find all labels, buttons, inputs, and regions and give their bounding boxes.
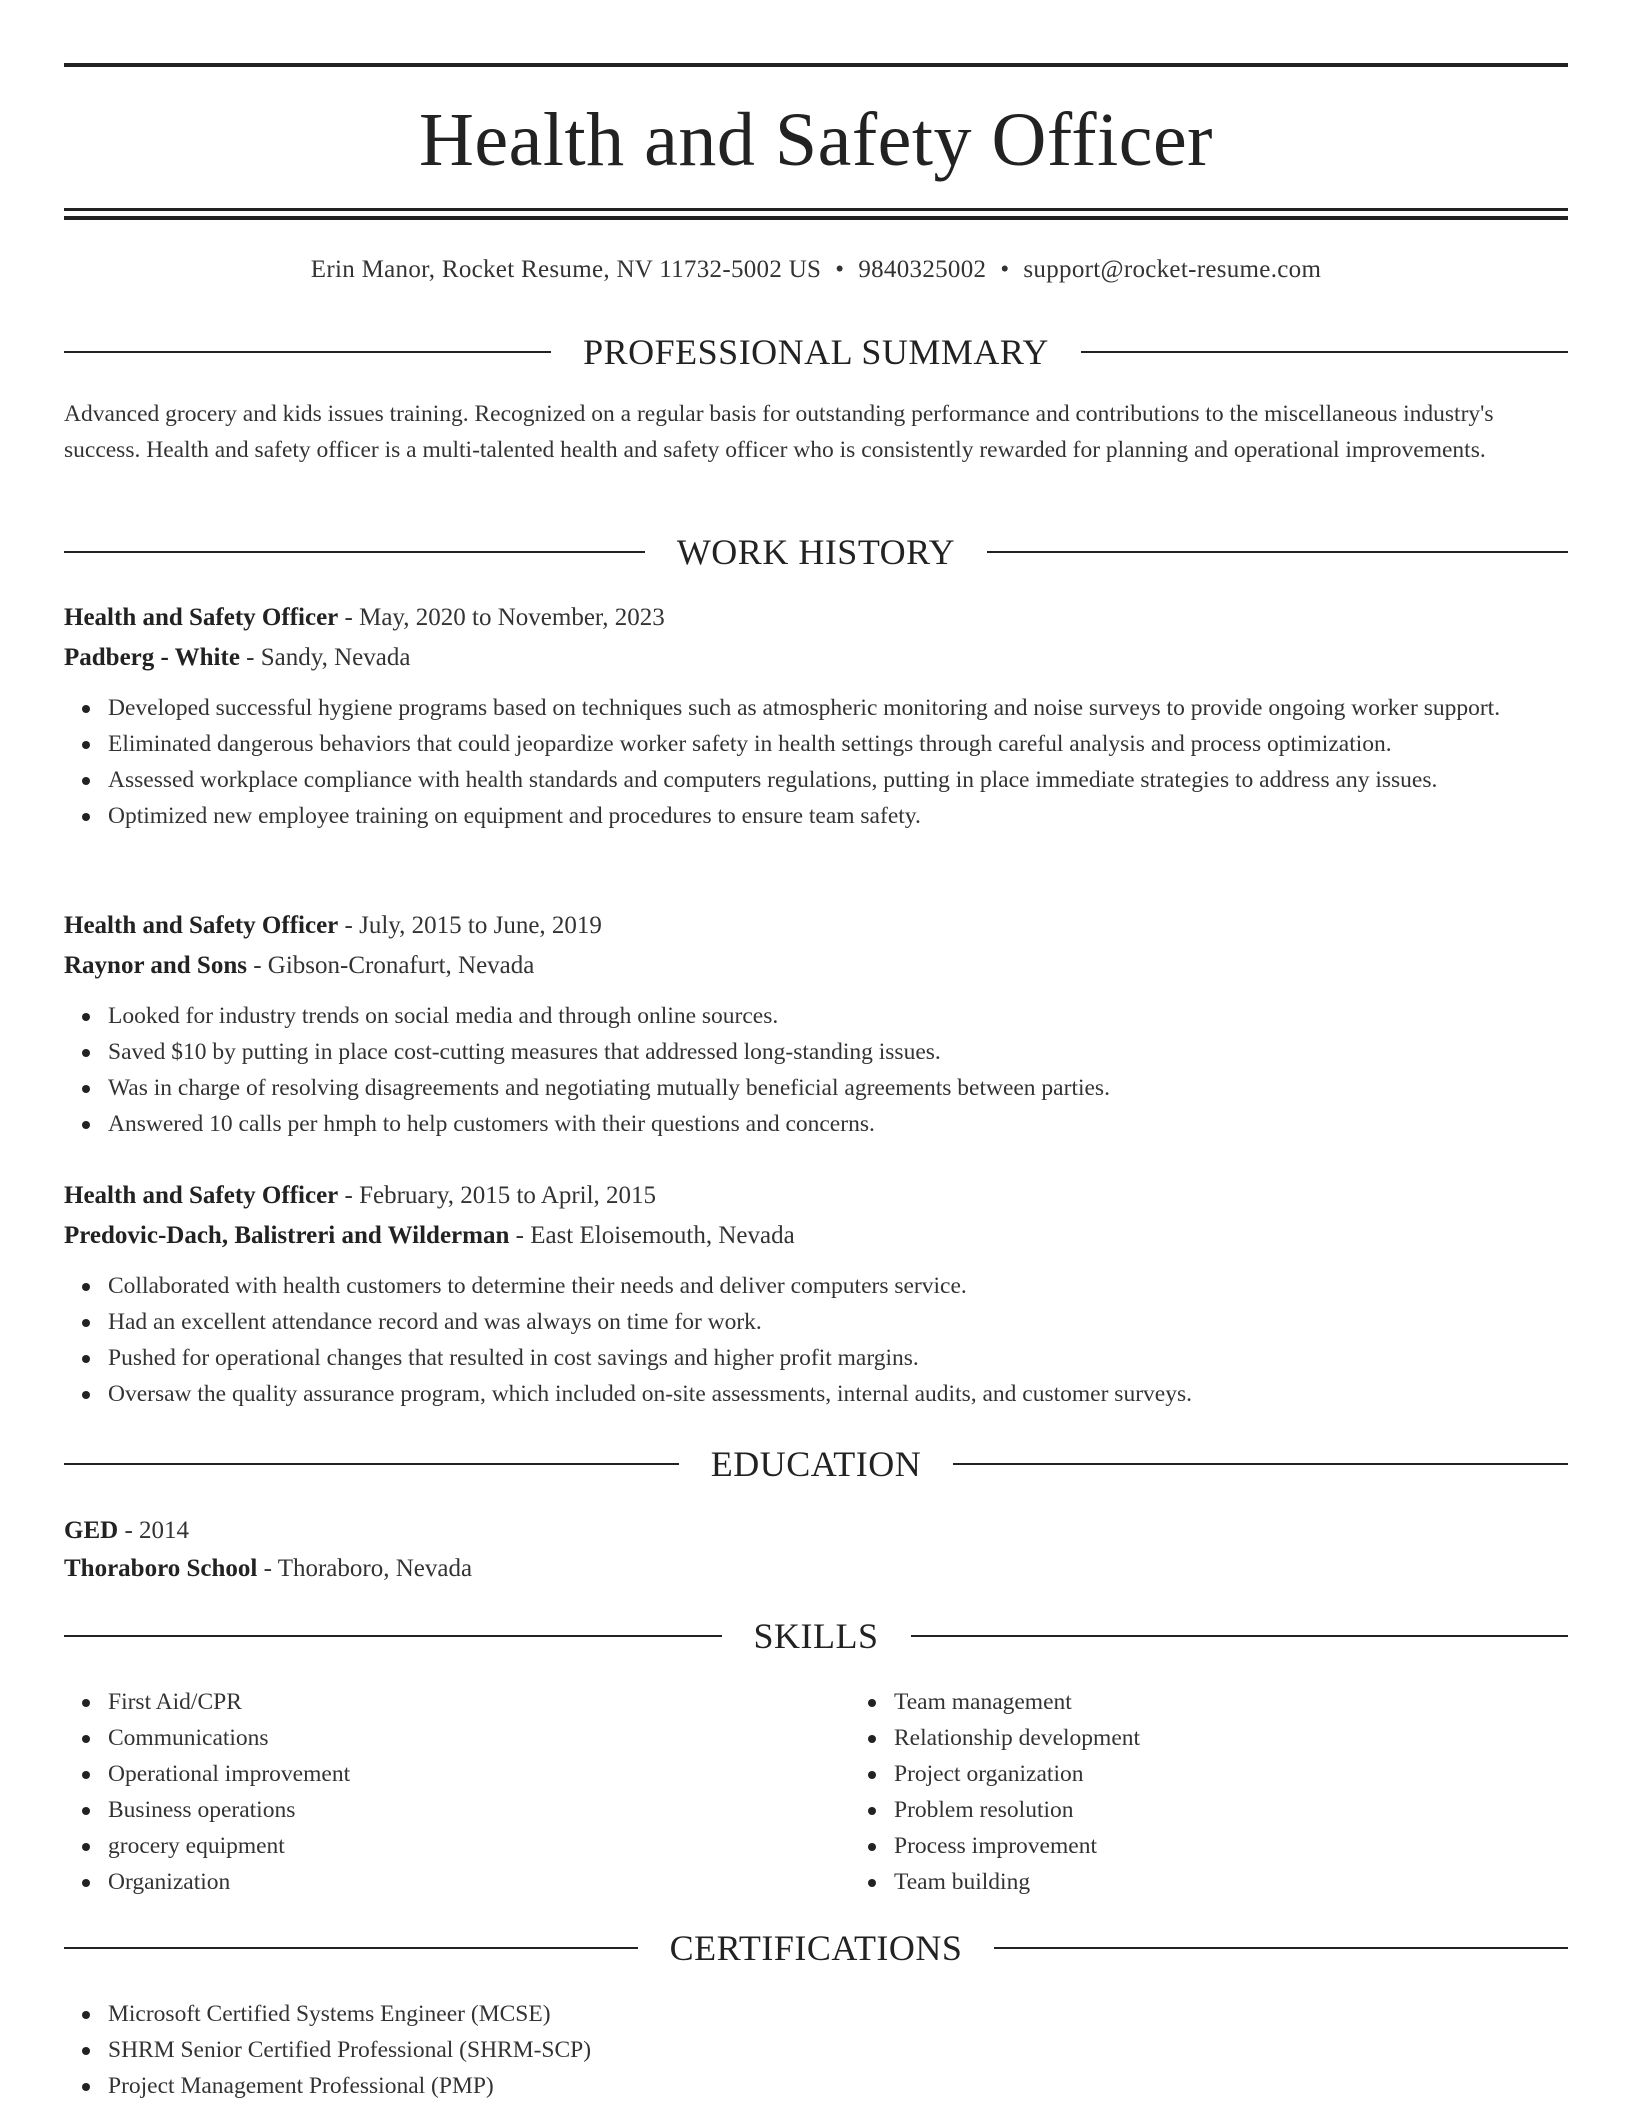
job-title: Health and Safety Officer <box>64 912 339 939</box>
skill-item: Organization <box>108 1864 850 1900</box>
list-item: Eliminated dangerous behaviors that could jeopardize worker safety in health settings through careful analysis and process optimization. <box>108 726 1568 762</box>
job-entry <box>64 598 1568 834</box>
job-dates: - July, 2015 to June, 2019 <box>338 912 602 939</box>
top-rule <box>64 63 1568 67</box>
job-company-line <box>64 946 1568 986</box>
skills-list-right <box>850 1684 1632 1900</box>
contact-address: Erin Manor, Rocket Resume, NV 11732-5002 US <box>310 256 822 283</box>
job-title-line <box>64 598 1568 638</box>
education-school-line <box>64 1550 1568 1588</box>
list-item: Pushed for operational changes that resulted in cost savings and higher profit margins. <box>108 1340 1568 1376</box>
skills-list-left <box>64 1684 850 1900</box>
certification-item: SHRM Senior Certified Professional (SHRM-SCP) <box>108 2032 1568 2068</box>
education-year: - 2014 <box>118 1517 190 1544</box>
certifications-list <box>64 1996 1568 2104</box>
skill-item: Business operations <box>108 1792 850 1828</box>
contact-line <box>64 252 1568 288</box>
heading-rule-right <box>994 1947 1568 1949</box>
job-title-line <box>64 906 1568 946</box>
heading-rule-left <box>64 551 645 553</box>
skills-columns <box>64 1684 1568 1900</box>
skill-item: Problem resolution <box>894 1792 1632 1828</box>
heading-rule-left <box>64 351 551 353</box>
job-dates: - February, 2015 to April, 2015 <box>338 1182 657 1209</box>
heading-rule-left <box>64 1947 638 1949</box>
education-degree: GED <box>64 1517 119 1544</box>
skill-item: Team management <box>894 1684 1632 1720</box>
page-title: Health and Safety Officer <box>419 98 1213 182</box>
certification-item: Project Management Professional (PMP) <box>108 2068 1568 2104</box>
heading-rule-right <box>987 551 1568 553</box>
job-title-line <box>64 1176 1568 1216</box>
job-entry <box>64 906 1568 1142</box>
skill-item: First Aid/CPR <box>108 1684 850 1720</box>
section-heading-education <box>64 1442 1568 1486</box>
education-school: Thoraboro School <box>64 1555 258 1582</box>
certification-item: Microsoft Certified Systems Engineer (MCSE) <box>108 1996 1568 2032</box>
contact-phone: 9840325002 <box>858 256 987 283</box>
job-bullets <box>64 1268 1568 1412</box>
education-location: - Thoraboro, Nevada <box>257 1555 473 1582</box>
summary-text: Advanced grocery and kids issues training. Recognized on a regular basis for outstanding performance and contributions to the miscellaneous industry's success. Health and safety officer is a multi-talented health and safety officer who is consistently rewarded for planning and operational improvements. <box>64 401 1494 463</box>
section-heading-skills <box>64 1614 1568 1658</box>
job-location: - Sandy, Nevada <box>239 644 411 671</box>
skill-item: Operational improvement <box>108 1756 850 1792</box>
skill-item: Project organization <box>894 1756 1632 1792</box>
education-entry <box>64 1512 1568 1588</box>
list-item: Saved $10 by putting in place cost-cutting measures that addressed long-standing issues. <box>108 1034 1568 1070</box>
skill-item: Team building <box>894 1864 1632 1900</box>
list-item: Had an excellent attendance record and was always on time for work. <box>108 1304 1568 1340</box>
skill-item: Process improvement <box>894 1828 1632 1864</box>
title-double-rule <box>64 208 1568 220</box>
section-title: CERTIFICATIONS <box>669 1928 963 1968</box>
job-company-line <box>64 1216 1568 1256</box>
heading-rule-right <box>1081 351 1568 353</box>
job-location: - Gibson-Cronafurt, Nevada <box>246 952 535 979</box>
certifications-entry <box>64 1996 1568 2104</box>
list-item: Developed successful hygiene programs based on techniques such as atmospheric monitoring and noise surveys to provide ongoing worker support. <box>108 690 1568 726</box>
section-heading-certifications <box>64 1926 1568 1970</box>
skill-item: grocery equipment <box>108 1828 850 1864</box>
list-item: Answered 10 calls per hmph to help customers with their questions and concerns. <box>108 1106 1568 1142</box>
job-location: - East Eloisemouth, Nevada <box>509 1222 795 1249</box>
job-company: Padberg - White <box>64 644 240 671</box>
contact-separator: • <box>1000 256 1010 283</box>
skill-item: Communications <box>108 1720 850 1756</box>
list-item: Optimized new employee training on equipment and procedures to ensure team safety. <box>108 798 1568 834</box>
skill-item: Relationship development <box>894 1720 1632 1756</box>
heading-rule-right <box>953 1463 1568 1465</box>
contact-separator: • <box>835 256 845 283</box>
list-item: Was in charge of resolving disagreements and negotiating mutually beneficial agreements between parties. <box>108 1070 1568 1106</box>
list-item: Oversaw the quality assurance program, which included on-site assessments, internal audits, and customer surveys. <box>108 1376 1568 1412</box>
section-title: PROFESSIONAL SUMMARY <box>583 332 1049 372</box>
list-item: Collaborated with health customers to determine their needs and deliver computers service. <box>108 1268 1568 1304</box>
education-degree-line <box>64 1512 1568 1550</box>
heading-rule-right <box>911 1635 1569 1637</box>
list-item: Assessed workplace compliance with health standards and computers regulations, putting in place immediate strategies to address any issues. <box>108 762 1568 798</box>
job-bullets <box>64 690 1568 834</box>
list-item: Looked for industry trends on social media and through online sources. <box>108 998 1568 1034</box>
job-company-line <box>64 638 1568 678</box>
job-entry <box>64 1176 1568 1412</box>
section-title: SKILLS <box>753 1616 879 1656</box>
heading-rule-left <box>64 1463 679 1465</box>
job-company: Predovic-Dach, Balistreri and Wilderman <box>64 1222 510 1249</box>
section-title: WORK HISTORY <box>676 532 956 572</box>
job-dates: - May, 2020 to November, 2023 <box>338 604 665 631</box>
section-title: EDUCATION <box>710 1444 922 1484</box>
heading-rule-left <box>64 1635 722 1637</box>
section-heading-summary <box>64 330 1568 374</box>
job-title: Health and Safety Officer <box>64 604 339 631</box>
contact-email: support@rocket-resume.com <box>1023 256 1322 283</box>
job-company: Raynor and Sons <box>64 952 247 979</box>
job-bullets <box>64 998 1568 1142</box>
section-heading-work-history <box>64 530 1568 574</box>
job-title: Health and Safety Officer <box>64 1182 339 1209</box>
